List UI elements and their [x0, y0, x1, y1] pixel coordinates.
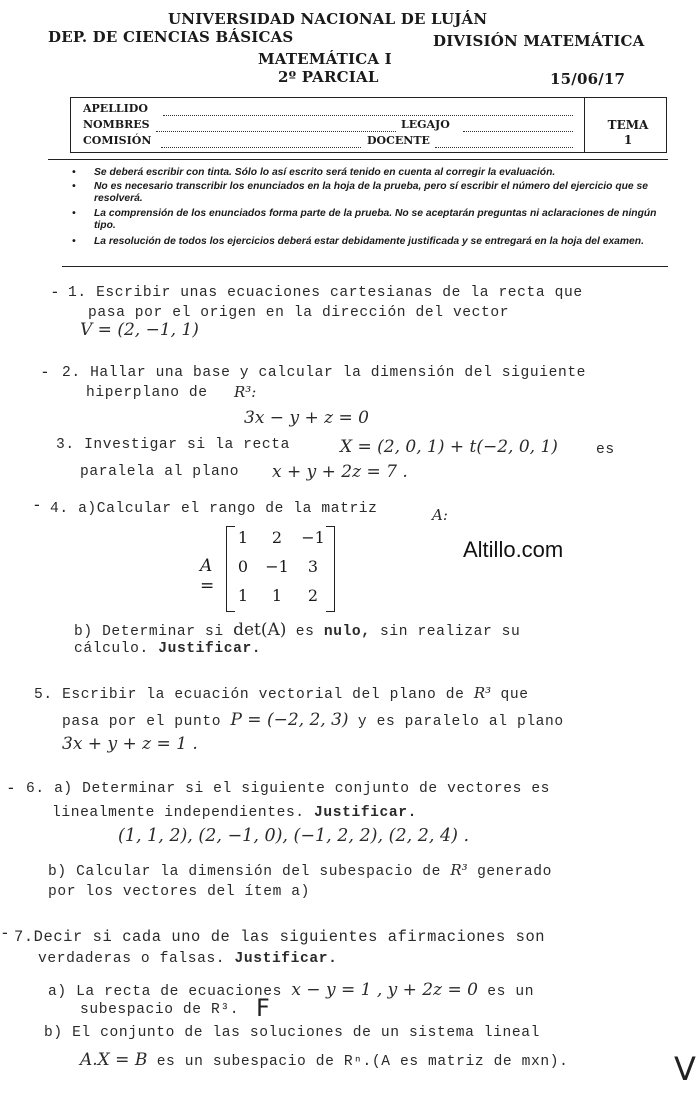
comision-field[interactable]	[161, 147, 361, 148]
legajo-label: LEGAJO	[401, 118, 450, 131]
instruction-item: • Se deberá escribir con tinta. Sólo lo así escrito será tenido en cuenta al corregir la evaluación.	[72, 167, 556, 178]
nombres-field[interactable]	[156, 131, 396, 132]
q4-var: A:	[432, 506, 448, 524]
comision-label: COMISIÓN	[83, 134, 152, 147]
instruction-item: • No es necesario transcribir los enunciados en la hoja de la prueba, pero sí escribir el número del ejercicio que se resolverá.	[72, 181, 648, 204]
q5-line1: 5. Escribir la ecuación vectorial del plano de R³ que	[34, 684, 529, 703]
q7-a-line1: a) La recta de ecuaciones x − y = 1 , y + 2z = 0 es un	[48, 980, 535, 1000]
matrix-cell: 1	[271, 586, 283, 605]
exam-date: 15/06/17	[550, 70, 626, 88]
q3-es: es	[596, 442, 615, 458]
exam-name: 2º PARCIAL	[278, 68, 379, 86]
q1-line1: 1. Escribir unas ecuaciones cartesianas de la recta que	[68, 285, 583, 301]
docente-label: DOCENTE	[367, 134, 430, 147]
tema-label: TEMA	[607, 118, 649, 132]
handwritten-dash: -	[2, 923, 8, 942]
bullet-icon: •	[72, 236, 76, 247]
q6-b-line1: b) Calcular la dimensión del subespacio de R³ generado	[48, 861, 552, 880]
q2-equation: 3x − y + z = 0	[244, 408, 369, 428]
matrix-cell: −1	[265, 557, 289, 576]
student-info-box	[70, 97, 667, 153]
apellido-label: APELLIDO	[83, 102, 148, 115]
nombres-label: NOMBRES	[83, 118, 150, 131]
q2-line1: 2. Hallar una base y calcular la dimensión del siguiente	[62, 365, 587, 381]
q5-line2: pasa por el punto P = (−2, 2, 3) y es paralelo al plano	[62, 710, 564, 730]
instruction-item: • La resolución de todos los ejercicios deberá estar debidamente justificada y se entregará en la hoja del examen.	[72, 236, 644, 247]
tema-value: 1	[623, 133, 633, 147]
q2-line2: hiperplano de	[86, 385, 208, 401]
q2-space: R³:	[234, 383, 257, 401]
q3-line-equation: X = (2, 0, 1) + t(−2, 0, 1)	[340, 437, 558, 457]
handwritten-dash: -	[34, 495, 40, 514]
q1-vector: V = (2, −1, 1)	[80, 320, 199, 340]
q4-b-line2: cálculo. Justificar.	[74, 641, 262, 657]
bullet-icon: •	[72, 181, 76, 192]
matrix-cell: 0	[237, 557, 249, 576]
division-name: DIVISIÓN MATEMÁTICA	[433, 32, 645, 50]
q7-line1: 7.Decir si cada uno de las siguientes afirmaciones son	[14, 928, 546, 946]
bullet-icon: •	[72, 167, 76, 178]
university-name: UNIVERSIDAD NACIONAL DE LUJÁN	[168, 10, 488, 28]
q7-line2: verdaderas o falsas. Justificar.	[38, 951, 338, 967]
instruction-item: • La comprensión de los enunciados forma parte de la prueba. No se aceptarán preguntas ni aclaraciones de ningún tipo.	[72, 208, 657, 231]
handwritten-dash: -	[8, 778, 14, 797]
matrix-label: A =	[200, 556, 215, 596]
bullet-icon: •	[72, 208, 76, 219]
info-box-divider	[584, 98, 585, 152]
handwritten-answer-f: F	[256, 994, 270, 1022]
q6-vectors: (1, 1, 2), (2, −1, 0), (−1, 2, 2), (2, 2, 4) .	[118, 826, 470, 846]
course-name: MATEMÁTICA I	[258, 50, 392, 68]
matrix-cell: 1	[237, 586, 249, 605]
matrix-cell: 2	[307, 586, 319, 605]
q4-line1: 4. a)Calcular el rango de la matriz	[50, 501, 378, 517]
legajo-field[interactable]	[463, 131, 573, 132]
q3-line1: 3. Investigar si la recta	[56, 437, 290, 453]
watermark: Altillo.com	[463, 537, 564, 562]
handwritten-answer-v: V	[674, 1050, 696, 1088]
q6-line1: 6. a) Determinar si el siguiente conjunto de vectores es	[26, 781, 551, 797]
q5-plane-equation: 3x + y + z = 1 .	[62, 734, 198, 754]
bottom-rule	[62, 266, 668, 267]
handwritten-dash: -	[52, 282, 58, 301]
apellido-field[interactable]	[163, 115, 573, 116]
matrix-cell: −1	[301, 528, 325, 547]
q4-b-line1: b) Determinar si det(A) es nulo, sin realizar su	[74, 620, 521, 640]
q6-b-line2: por los vectores del ítem a)	[48, 884, 311, 900]
q3-line2: paralela al plano	[80, 464, 240, 480]
matrix-bracket-right	[326, 526, 335, 612]
handwritten-dash: -	[42, 362, 48, 381]
top-rule	[48, 159, 668, 160]
matrix-cell: 3	[307, 557, 319, 576]
department-name: DEP. DE CIENCIAS BÁSICAS	[48, 28, 294, 46]
q6-line2: linealmente independientes. Justificar.	[52, 805, 417, 821]
q3-plane-equation: x + y + 2z = 7 .	[272, 462, 408, 482]
q7-a-line2: subespacio de R³.	[80, 1002, 240, 1018]
matrix-cell: 2	[271, 528, 283, 547]
q7-b-line1: b) El conjunto de las soluciones de un sistema lineal	[44, 1025, 540, 1041]
q1-line2: pasa por el origen en la dirección del vector	[88, 305, 510, 321]
docente-field[interactable]	[435, 147, 573, 148]
q7-b-line2: A.X = B es un subespacio de Rⁿ.(A es matriz de mxn).	[80, 1050, 569, 1070]
matrix-cell: 1	[237, 528, 249, 547]
